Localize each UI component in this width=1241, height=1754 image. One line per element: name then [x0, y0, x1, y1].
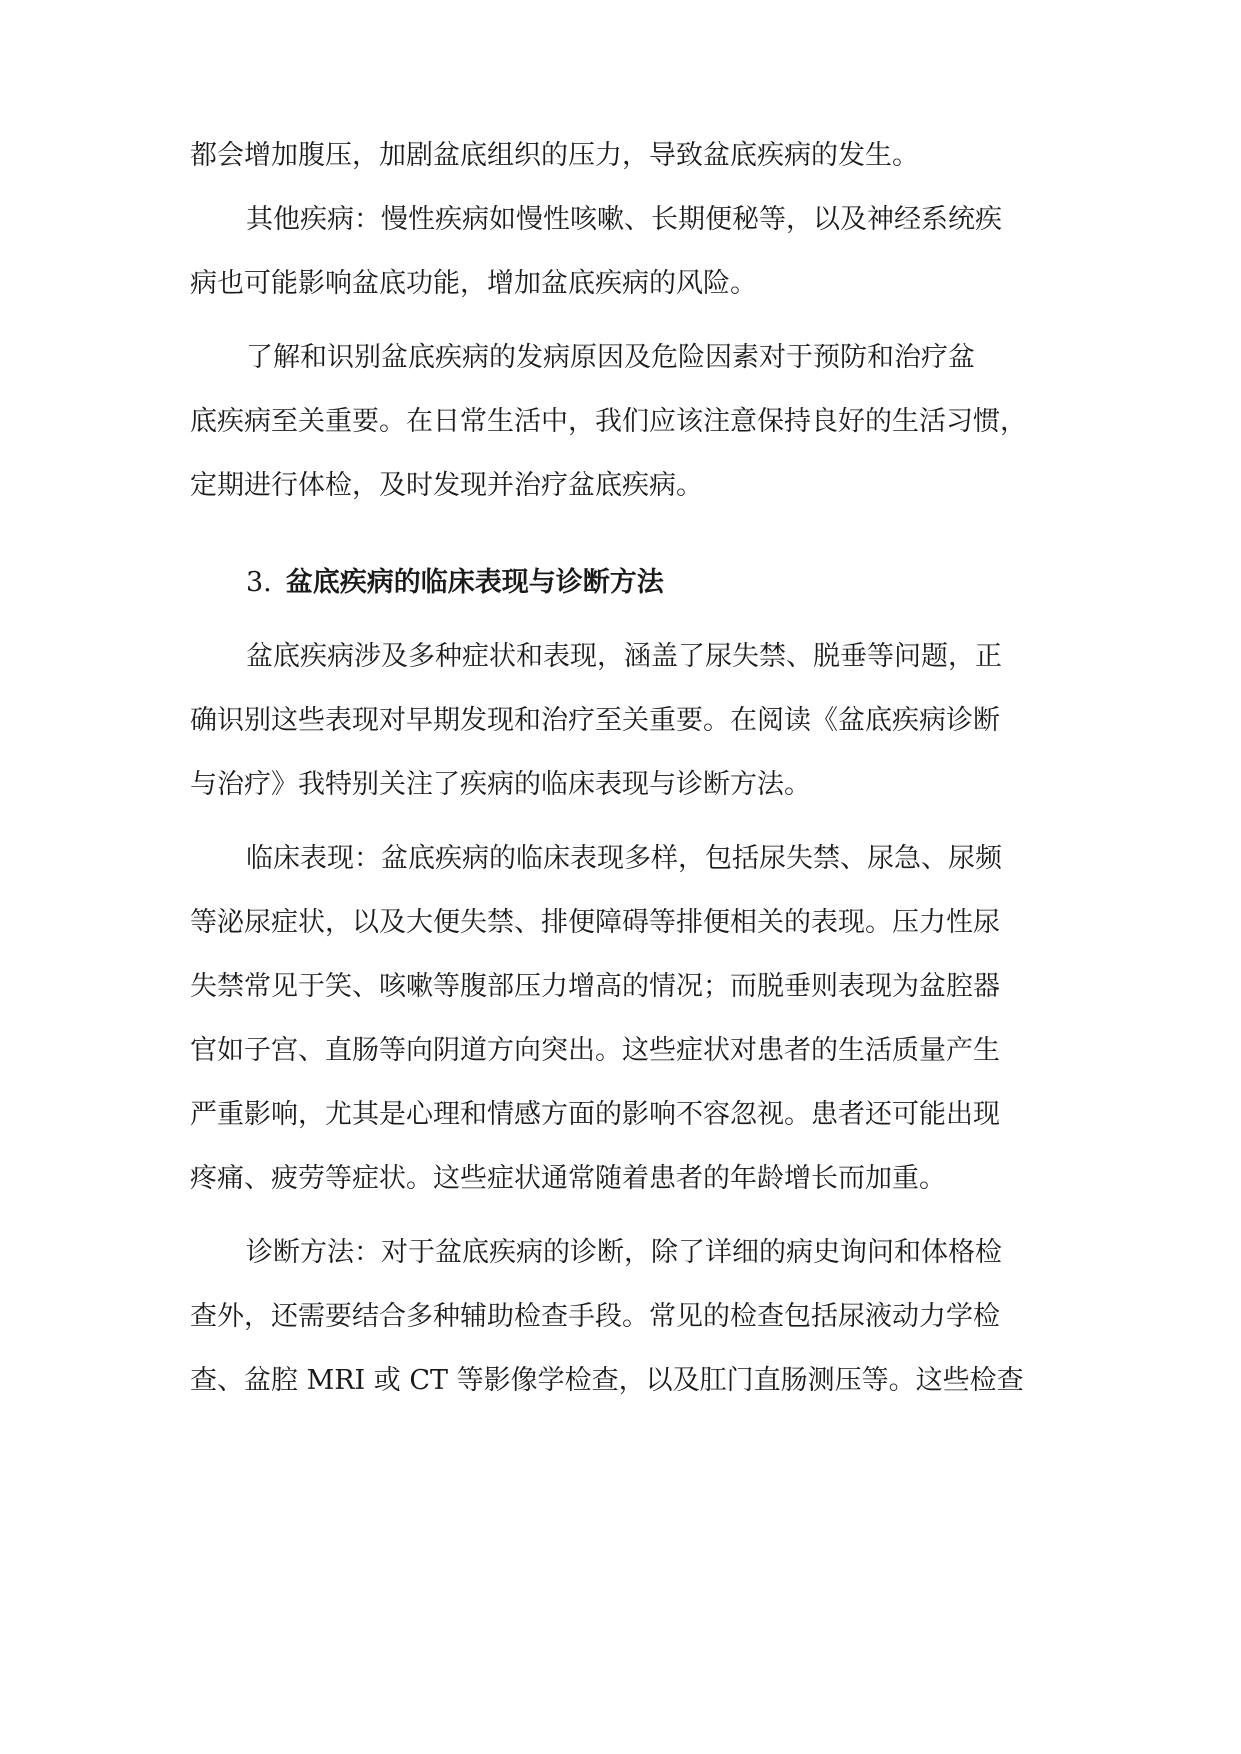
- paragraph-line: 确识别这些表现对早期发现和治疗至关重要。在阅读《盆底疾病诊断: [190, 705, 1000, 736]
- paragraph-line: 与治疗》我特别关注了疾病的临床表现与诊断方法。: [190, 769, 811, 800]
- section-heading: [246, 563, 1070, 603]
- paragraph-line: 盆底疾病涉及多种症状和表现，涵盖了尿失禁、脱垂等问题，正: [246, 641, 1002, 672]
- section-number: 3.: [246, 567, 272, 598]
- paragraph-line: 临床表现：盆底疾病的临床表现多样，包括尿失禁、尿急、尿频: [246, 843, 1002, 874]
- paragraph-line: 都会增加腹压，加剧盆底组织的压力，导致盆底疾病的发生。: [190, 140, 919, 171]
- paragraph-line: 了解和识别盆底疾病的发病原因及危险因素对于预防和治疗盆: [246, 342, 975, 373]
- paragraph-line: 查、盆腔 MRI 或 CT 等影像学检查，以及肛门直肠测压等。这些检查: [190, 1365, 1024, 1396]
- paragraph-line: 定期进行体检，及时发现并治疗盆底疾病。: [190, 470, 703, 501]
- paragraph-line: 失禁常见于笑、咳嗽等腹部压力增高的情况；而脱垂则表现为盆腔器: [190, 971, 1000, 1002]
- paragraph-line: 其他疾病：慢性疾病如慢性咳嗽、长期便秘等，以及神经系统疾: [246, 204, 1002, 235]
- paragraph-line: 官如子宫、直肠等向阴道方向突出。这些症状对患者的生活质量产生: [190, 1035, 1000, 1066]
- paragraph-line: 诊断方法：对于盆底疾病的诊断，除了详细的病史询问和体格检: [246, 1237, 1002, 1268]
- paragraph-line: 疼痛、疲劳等症状。这些症状通常随着患者的年龄增长而加重。: [190, 1163, 946, 1194]
- paragraph-line: 等泌尿症状，以及大便失禁、排便障碍等排便相关的表现。压力性尿: [190, 907, 1000, 938]
- paragraph-line: 查外，还需要结合多种辅助检查手段。常见的检查包括尿液动力学检: [190, 1301, 1000, 1332]
- paragraph-line: 严重影响，尤其是心理和情感方面的影响不容忽视。患者还可能出现: [190, 1099, 1000, 1130]
- paragraph-line: 底疾病至关重要。在日常生活中，我们应该注意保持良好的生活习惯，: [190, 406, 1027, 437]
- section-title: 盆底疾病的临床表现与诊断方法: [285, 567, 664, 598]
- paragraph-line: 病也可能影响盆底功能，增加盆底疾病的风险。: [190, 268, 757, 299]
